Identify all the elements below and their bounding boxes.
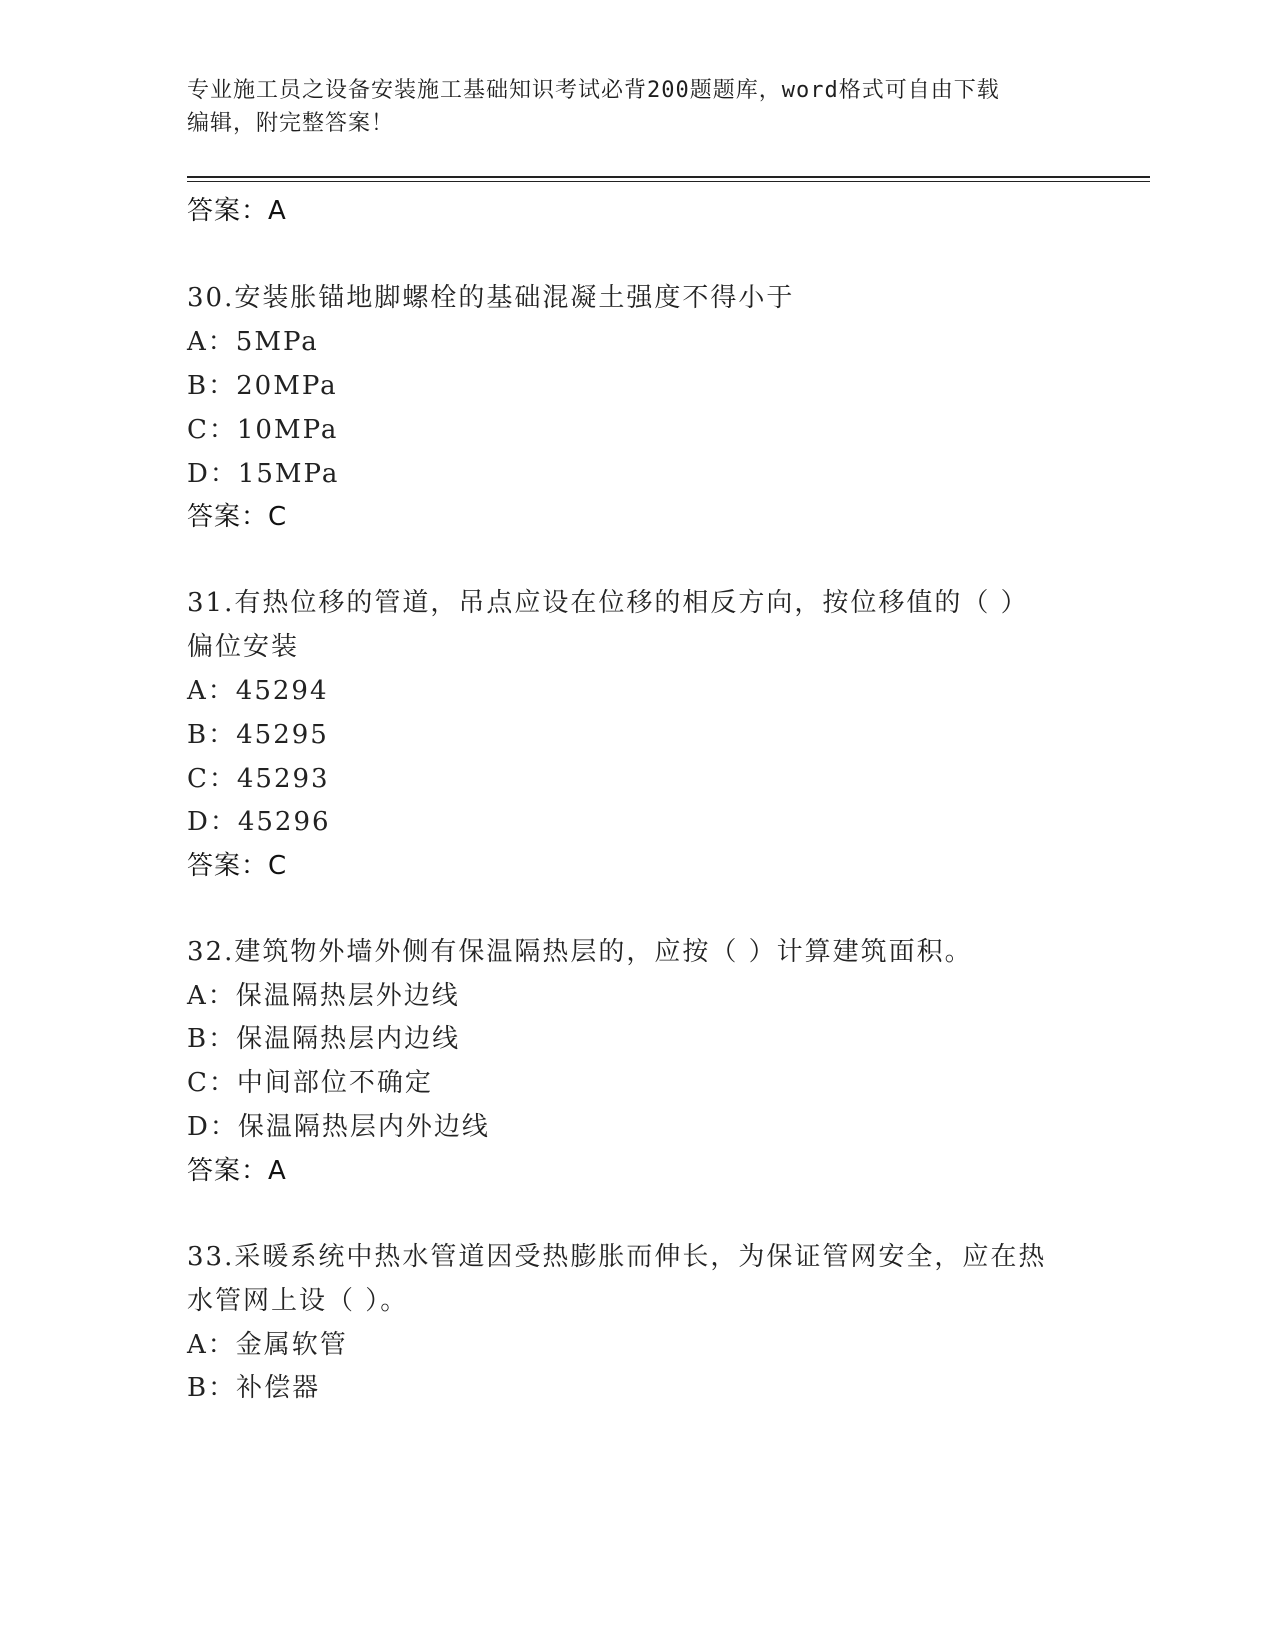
question-30-option-d: D：15MPa <box>187 459 340 489</box>
question-30-stem: 30.安装胀锚地脚螺栓的基础混凝土强度不得小于 <box>187 283 795 313</box>
question-31-option-d: D：45296 <box>187 807 331 837</box>
question-33-stem: 33.采暖系统中热水管道因受热膨胀而伸长，为保证管网安全，应在热 <box>187 1242 1047 1272</box>
question-31-stem-cont: 偏位安装 <box>187 632 300 662</box>
question-33-option-a: A：金属软管 <box>187 1330 348 1360</box>
question-31-stem: 31.有热位移的管道，吊点应设在位移的相反方向，按位移值的（ ） <box>187 588 1029 618</box>
question-31-answer: 答案：C <box>187 851 288 881</box>
question-30-answer: 答案：C <box>187 502 288 532</box>
header-divider <box>187 176 1150 178</box>
header-line-1: 专业施工员之设备安装施工基础知识考试必背200题题库，word格式可自由下载 <box>187 78 1000 103</box>
header-line-2: 编辑，附完整答案！ <box>187 111 395 136</box>
question-32-option-d: D：保温隔热层内外边线 <box>187 1112 490 1142</box>
question-33-stem-cont: 水管网上设（ ）。 <box>187 1286 409 1316</box>
question-30-option-c: C：10MPa <box>187 415 339 445</box>
question-32-option-c: C：中间部位不确定 <box>187 1068 433 1098</box>
question-32-option-b: B：保温隔热层内边线 <box>187 1024 461 1054</box>
question-33-option-b: B：补偿器 <box>187 1373 321 1403</box>
header-divider-thin <box>187 181 1150 182</box>
question-32-option-a: A：保温隔热层外边线 <box>187 981 460 1011</box>
question-30-option-a: A：5MPa <box>187 327 319 357</box>
question-31-option-b: B：45295 <box>187 720 329 750</box>
question-32-answer: 答案：A <box>187 1156 287 1186</box>
question-31-option-c: C：45293 <box>187 764 330 794</box>
question-30-option-b: B：20MPa <box>187 371 338 401</box>
question-31-option-a: A：45294 <box>187 676 329 706</box>
document-header <box>187 74 1067 140</box>
question-32-stem: 32.建筑物外墙外侧有保温隔热层的，应按（ ）计算建筑面积。 <box>187 937 973 967</box>
previous-answer: 答案：A <box>187 196 287 226</box>
